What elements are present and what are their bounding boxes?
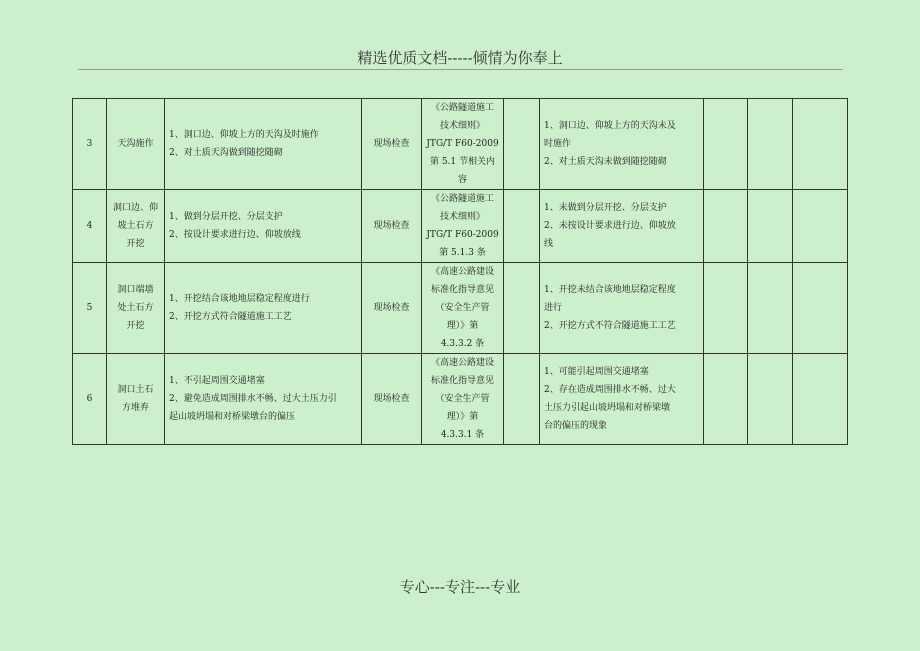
empty-cell xyxy=(704,99,748,190)
empty-cell xyxy=(793,190,848,263)
risks-line: 1、洞口边、仰坡上方的天沟未及 xyxy=(544,121,676,131)
risks-line: 2、对土质天沟未做到随挖随砌 xyxy=(544,157,667,167)
basis xyxy=(422,263,504,354)
risks-line: 进行 xyxy=(544,303,563,313)
row-number: 4 xyxy=(73,190,107,263)
check-method: 现场检查 xyxy=(362,190,422,263)
risks xyxy=(540,263,704,354)
empty-cell xyxy=(704,263,748,354)
requirements-line: 起山坡坍塌和对桥梁墩台的偏压 xyxy=(169,412,296,422)
risks-line: 2、未按设计要求进行边、仰坡放 xyxy=(544,221,676,231)
check-method: 现场检查 xyxy=(362,99,422,190)
basis-line: 技术细则》 xyxy=(439,121,485,131)
item-name xyxy=(107,263,165,354)
risks-line: 时施作 xyxy=(544,139,572,149)
basis-line: 《高速公路建设 xyxy=(430,358,494,368)
table-row xyxy=(73,354,848,445)
risks-line: 1、开挖未结合该地地层稳定程度 xyxy=(544,285,676,295)
empty-cell xyxy=(748,190,793,263)
row-number: 6 xyxy=(73,354,107,445)
row-number: 3 xyxy=(73,99,107,190)
basis-line: JTG/T F60-2009 xyxy=(426,139,499,149)
check-method: 现场检查 xyxy=(362,263,422,354)
table-row xyxy=(73,263,848,354)
risks xyxy=(540,354,704,445)
requirements-line: 2、避免造成周围排水不畅、过大土压力引 xyxy=(169,394,337,404)
basis-line: 《高速公路建设 xyxy=(430,267,494,277)
basis-line: 理）》第 xyxy=(446,412,479,422)
item-name xyxy=(107,99,165,190)
empty-cell xyxy=(504,263,540,354)
empty-cell xyxy=(504,190,540,263)
basis-line: 标准化指导意见 xyxy=(430,285,494,295)
basis xyxy=(422,190,504,263)
basis-line: 《公路隧道施工 xyxy=(430,194,494,204)
requirements-line: 2、按设计要求进行边、仰坡放线 xyxy=(169,230,301,240)
requirements xyxy=(165,99,362,190)
item-name-line: 开挖 xyxy=(126,239,145,249)
check-method: 现场检查 xyxy=(362,354,422,445)
risks-line: 2、存在造成周围排水不畅、过大 xyxy=(544,385,676,395)
inspection-table xyxy=(72,98,848,445)
requirements-line: 1、洞口边、仰坡上方的天沟及时施作 xyxy=(169,130,319,140)
empty-cell xyxy=(704,354,748,445)
empty-cell xyxy=(748,354,793,445)
basis xyxy=(422,354,504,445)
item-name-line: 洞口端墙 xyxy=(117,285,154,295)
table-body xyxy=(73,99,848,445)
risks xyxy=(540,190,704,263)
basis xyxy=(422,99,504,190)
empty-cell xyxy=(793,263,848,354)
requirements xyxy=(165,263,362,354)
basis-line: 4.3.3.1 条 xyxy=(440,430,485,440)
risks-line: 台的偏压的现象 xyxy=(544,421,608,431)
requirements-line: 2、对土质天沟做到随挖随砌 xyxy=(169,148,283,158)
empty-cell xyxy=(748,263,793,354)
basis-line: 标准化指导意见 xyxy=(430,376,494,386)
requirements xyxy=(165,190,362,263)
item-name-line: 方堆弃 xyxy=(121,403,149,413)
empty-cell xyxy=(793,99,848,190)
basis-line: 《公路隧道施工 xyxy=(430,103,494,113)
requirements-line: 1、做到分层开挖、分层支护 xyxy=(169,212,283,222)
risks-line: 2、开挖方式不符合隧道施工工艺 xyxy=(544,321,676,331)
item-name xyxy=(107,354,165,445)
table-row xyxy=(73,99,848,190)
basis-line: 技术细则》 xyxy=(439,212,485,222)
basis-line: JTG/T F60-2009 xyxy=(426,230,499,240)
header-divider xyxy=(78,69,843,70)
item-name-line: 开挖 xyxy=(126,321,145,331)
requirements-line: 1、不引起周围交通堵塞 xyxy=(169,376,265,386)
basis-line: 4.3.3.2 条 xyxy=(440,339,485,349)
empty-cell xyxy=(704,190,748,263)
row-number: 5 xyxy=(73,263,107,354)
basis-line: （安全生产管 xyxy=(435,303,490,313)
risks-line: 线 xyxy=(544,239,554,249)
empty-cell xyxy=(504,99,540,190)
empty-cell xyxy=(793,354,848,445)
page-header-title: 精选优质文档-----倾情为你奉上 xyxy=(357,49,563,67)
table-row xyxy=(73,190,848,263)
basis-line: 理）》第 xyxy=(446,321,479,331)
basis-line: 第 5.1.3 条 xyxy=(439,248,486,258)
requirements-line: 2、开挖方式符合隧道施工工艺 xyxy=(169,312,292,322)
item-name-line: 天沟施作 xyxy=(117,139,154,149)
basis-line: 第 5.1 节相关内 xyxy=(429,157,496,167)
item-name-line: 洞口土石 xyxy=(117,385,154,395)
basis-line: 容 xyxy=(457,175,467,185)
item-name-line: 坡土石方 xyxy=(117,221,154,231)
item-name-line: 洞口边、仰 xyxy=(112,203,158,213)
empty-cell xyxy=(748,99,793,190)
item-name xyxy=(107,190,165,263)
risks xyxy=(540,99,704,190)
empty-cell xyxy=(504,354,540,445)
risks-line: 1、未做到分层开挖、分层支护 xyxy=(544,203,667,213)
page-footer-text: 专心---专注---专业 xyxy=(399,578,521,596)
item-name-line: 处土石方 xyxy=(117,303,154,313)
risks-line: 1、可能引起周围交通堵塞 xyxy=(544,367,649,377)
risks-line: 土压力引起山坡坍塌和对桥梁墩 xyxy=(544,403,671,413)
basis-line: （安全生产管 xyxy=(435,394,490,404)
requirements xyxy=(165,354,362,445)
requirements-line: 1、开挖结合该地地层稳定程度进行 xyxy=(169,294,310,304)
